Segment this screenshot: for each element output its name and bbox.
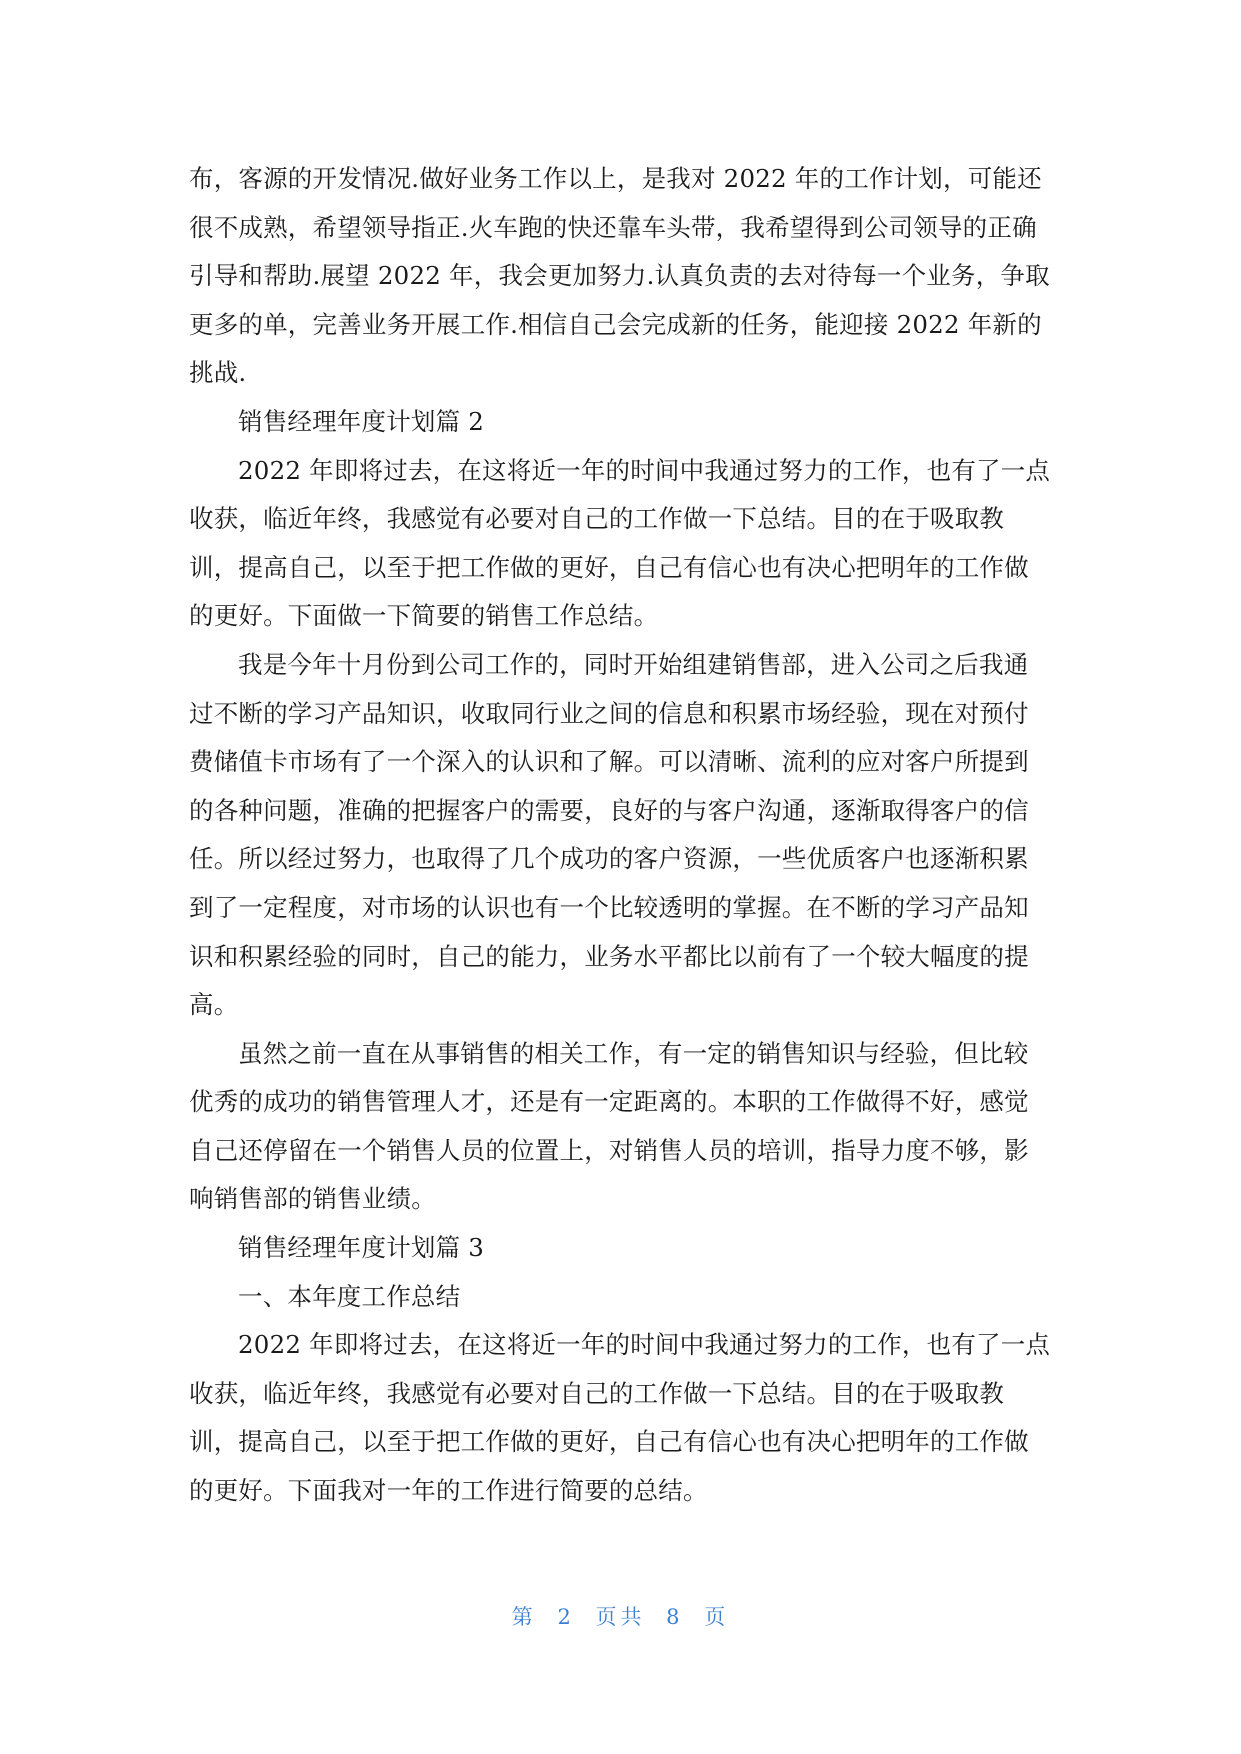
text-line: 自己还停留在一个销售人员的位置上，对销售人员的培训，指导力度不够，影	[189, 1135, 1029, 1165]
text-line: 到了一定程度，对市场的认识也有一个比较透明的掌握。在不断的学习产品知	[189, 892, 1029, 922]
text-line: 我是今年十月份到公司工作的，同时开始组建销售部，进入公司之后我通	[238, 649, 1029, 679]
text-line: 销售经理年度计划篇 2	[238, 406, 485, 436]
text-line: 一、本年度工作总结	[238, 1281, 461, 1311]
text-line: 识和积累经验的同时，自己的能力，业务水平都比以前有了一个较大幅度的提	[189, 941, 1029, 971]
text-line: 更多的单，完善业务开展工作.相信自己会完成新的任务，能迎接 2022 年新的	[189, 309, 1042, 339]
text-line: 引导和帮助.展望 2022 年，我会更加努力.认真负责的去对待每一个业务，争取	[189, 261, 1050, 291]
text-line: 训，提高自己，以至于把工作做的更好，自己有信心也有决心把明年的工作做	[189, 552, 1029, 582]
text-line: 的更好。下面我对一年的工作进行简要的总结。	[189, 1476, 708, 1506]
text-line: 收获，临近年终，我感觉有必要对自己的工作做一下总结。目的在于吸取教	[189, 504, 1005, 534]
text-line: 费储值卡市场有了一个深入的认识和了解。可以清晰、流利的应对客户所提到	[189, 747, 1029, 777]
text-line: 收获，临近年终，我感觉有必要对自己的工作做一下总结。目的在于吸取教	[189, 1378, 1005, 1408]
text-line: 布，客源的开发情况.做好业务工作以上，是我对 2022 年的工作计划，可能还	[189, 164, 1042, 193]
text-line: 高。	[189, 990, 239, 1020]
text-line: 销售经理年度计划篇 3	[238, 1233, 485, 1263]
text-line: 的各种问题，准确的把握客户的需要，良好的与客户沟通，逐渐取得客户的信	[189, 795, 1029, 825]
text-line: 优秀的成功的销售管理人才，还是有一定距离的。本职的工作做得不好，感觉	[189, 1087, 1029, 1117]
text-line: 2022 年即将过去，在这将近一年的时间中我通过努力的工作，也有了一点	[238, 1330, 1051, 1360]
text-line: 的更好。下面做一下简要的销售工作总结。	[189, 601, 659, 631]
text-line: 2022 年即将过去，在这将近一年的时间中我通过努力的工作，也有了一点	[238, 455, 1051, 485]
text-line: 任。所以经过努力，也取得了几个成功的客户资源，一些优质客户也逐渐积累	[189, 844, 1029, 874]
text-line: 挑战.	[189, 358, 247, 388]
text-line: 训，提高自己，以至于把工作做的更好，自己有信心也有决心把明年的工作做	[189, 1427, 1029, 1457]
text-line: 很不成熟，希望领导指正.火车跑的快还靠车头带，我希望得到公司领导的正确	[189, 212, 1037, 242]
text-line: 虽然之前一直在从事销售的相关工作，有一定的销售知识与经验，但比较	[238, 1038, 1029, 1068]
body-text	[189, 155, 1051, 1516]
document-body	[189, 155, 1051, 1516]
text-line: 过不断的学习产品知识，收取同行业之间的信息和积累市场经验，现在对预付	[189, 698, 1029, 728]
text-line: 响销售部的销售业绩。	[189, 1184, 436, 1214]
page-footer: 第 2 页共 8 页	[511, 1605, 730, 1629]
